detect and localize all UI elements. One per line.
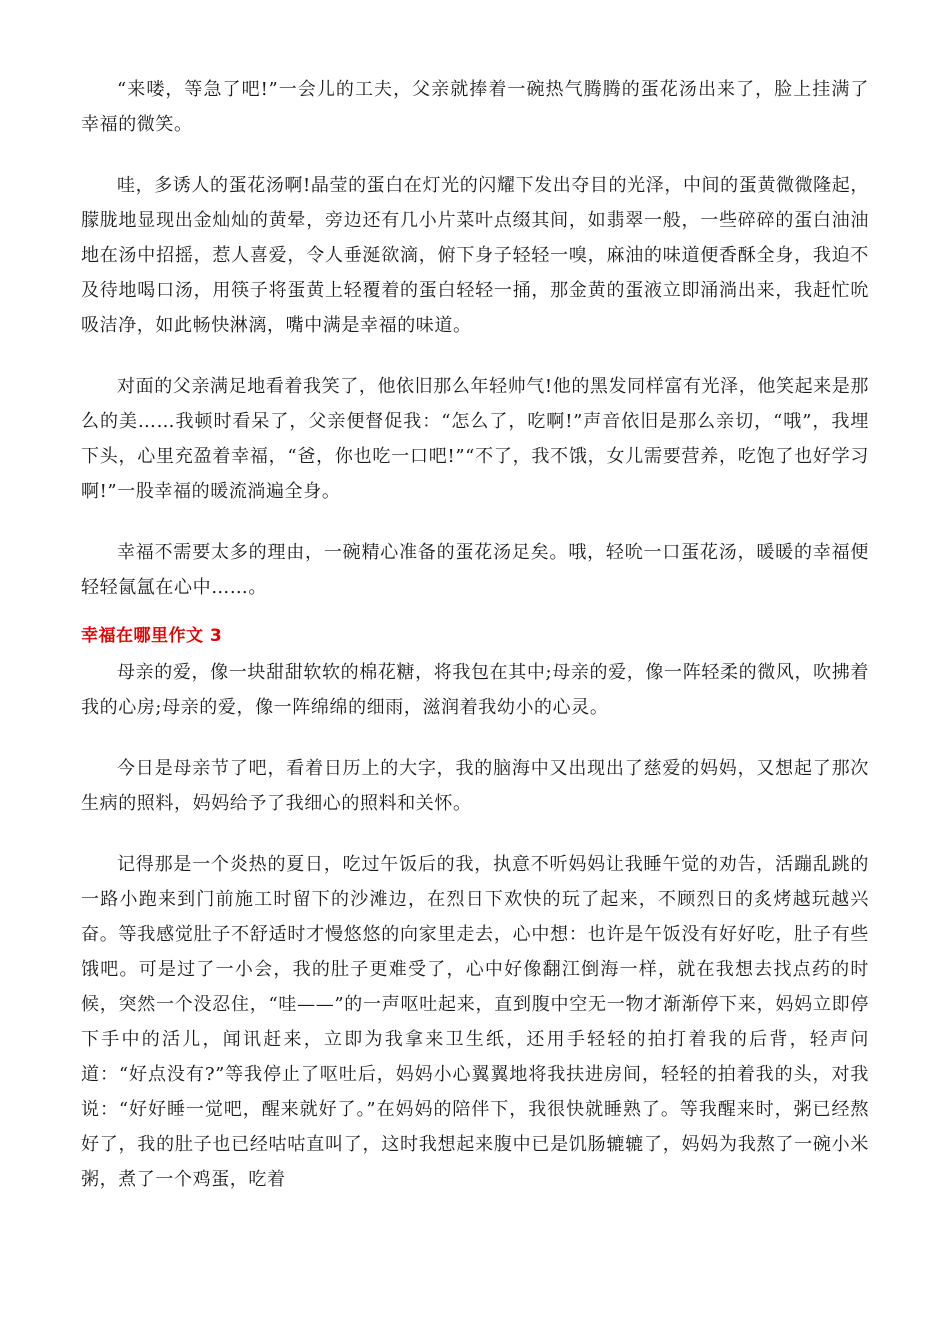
paragraph: 记得那是一个炎热的夏日，吃过午饭后的我，执意不听妈妈让我睡午觉的劝告，活蹦乱跳的一路小跑来到门前施工时留下的沙滩边，在烈日下欢快的玩了起来，不顾烈日的炙烤越玩越兴奋。等我感觉肚子不舒适时才慢悠悠的向家里走去，心中想：也许是午饭没有好好吃，肚子有些饿吧。可是过了一小会，我的肚子更难受了，心中好像翻江倒海一样，就在我想去找点药的时候，突然一个没忍住，“哇——”的一声呕吐起来，直到腹中空无一物才渐渐停下来，妈妈立即停下手中的活儿，闻讯赶来，立即为我拿来卫生纸，还用手轻轻的拍打着我的后背，轻声问道：“好点没有?”等我停止了呕吐后，妈妈小心翼翼地将我扶进房间，轻轻的拍着我的头，对我说：“好好睡一觉吧，醒来就好了。”在妈妈的陪伴下，我很快就睡熟了。等我醒来时，粥已经熬好了，我的肚子也已经咕咕直叫了，这时我想起来腹中已是饥肠辘辘了，妈妈为我熬了一碗小米粥，煮了一个鸡蛋，吃着 (81, 854, 869, 1190)
section-heading: 幸福在哪里作文 3 (81, 626, 223, 646)
paragraph: 今日是母亲节了吧，看着日历上的大字，我的脑海中又出现出了慈爱的妈妈，又想起了那次生病的照料，妈妈给予了我细心的照料和关怀。 (81, 758, 869, 814)
paragraph: “来喽，等急了吧!”一会儿的工夫，父亲就捧着一碗热气腾腾的蛋花汤出来了，脸上挂满了幸福的微笑。 (81, 79, 869, 135)
document-body (81, 72, 869, 1223)
paragraph: 对面的父亲满足地看着我笑了，他依旧那么年轻帅气!他的黑发同样富有光泽，他笑起来是那么的美……我顿时看呆了，父亲便督促我：“怎么了，吃啊!”声音依旧是那么亲切，“哦”，我埋下头，心里充盈着幸福，“爸，你也吃一口吧!”“不了，我不饿，女儿需要营养，吃饱了也好学习啊!”一股幸福的暖流淌遍全身。 (81, 376, 869, 502)
paragraph: 母亲的爱，像一块甜甜软软的棉花糖，将我包在其中;母亲的爱，像一阵轻柔的微风，吹拂着我的心房;母亲的爱，像一阵绵绵的细雨，滋润着我幼小的心灵。 (81, 662, 869, 718)
paragraph: 幸福不需要太多的理由，一碗精心准备的蛋花汤足矣。哦，轻吮一口蛋花汤，暖暖的幸福便轻轻氤氲在心中……。 (81, 542, 869, 598)
paragraph: 哇，多诱人的蛋花汤啊!晶莹的蛋白在灯光的闪耀下发出夺目的光泽，中间的蛋黄微微隆起，朦胧地显现出金灿灿的黄晕，旁边还有几小片菜叶点缀其间，如翡翠一般，一些碎碎的蛋白油油地在汤中招摇，惹人喜爱，令人垂涎欲滴，俯下身子轻轻一嗅，麻油的味道便香酥全身，我迫不及待地喝口汤，用筷子将蛋黄上轻覆着的蛋白轻轻一捅，那金黄的蛋液立即涌淌出来，我赶忙吮吸洁净，如此畅快淋漓，嘴中满是幸福的味道。 (81, 175, 869, 336)
